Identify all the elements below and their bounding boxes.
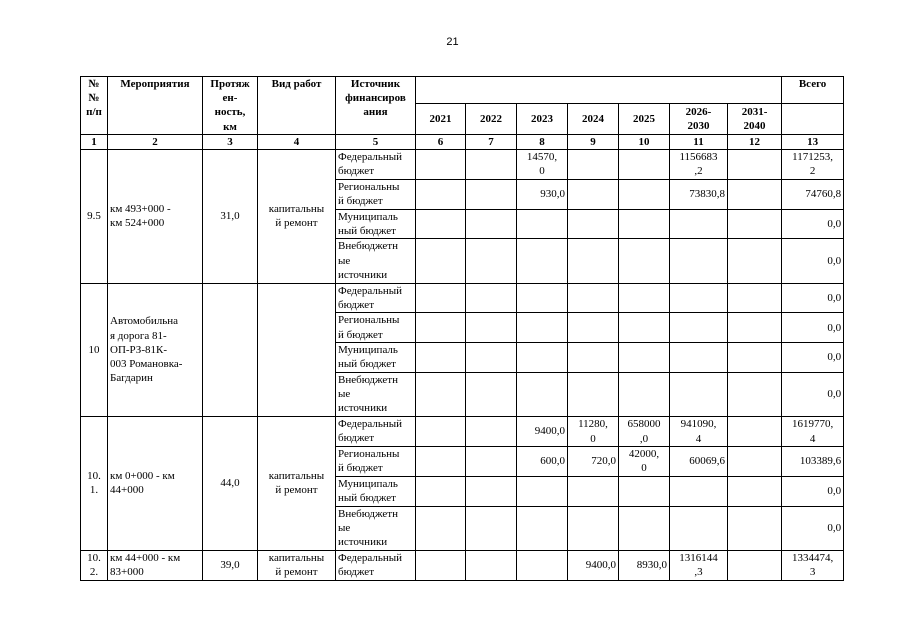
header-year-2021: 2021 bbox=[416, 103, 466, 134]
value-cell: 720,0 bbox=[568, 446, 619, 476]
column-number: 3 bbox=[203, 134, 258, 149]
value-cell: 8930,0 bbox=[619, 550, 670, 580]
value-cell bbox=[466, 209, 517, 239]
value-cell bbox=[568, 476, 619, 506]
value-cell bbox=[670, 476, 728, 506]
value-cell bbox=[670, 372, 728, 416]
value-cell bbox=[568, 343, 619, 373]
value-cell: 42000, 0 bbox=[619, 446, 670, 476]
value-cell bbox=[416, 179, 466, 209]
value-cell: 9400,0 bbox=[568, 550, 619, 580]
header-year-2026-2030: 2026- 2030 bbox=[670, 103, 728, 134]
value-cell bbox=[568, 283, 619, 313]
column-number: 7 bbox=[466, 134, 517, 149]
value-cell bbox=[517, 209, 568, 239]
value-cell bbox=[416, 239, 466, 283]
total-cell: 74760,8 bbox=[782, 179, 844, 209]
total-cell: 0,0 bbox=[782, 283, 844, 313]
value-cell: 11280, 0 bbox=[568, 417, 619, 447]
funding-source-cell: Федеральный бюджет bbox=[336, 150, 416, 180]
value-cell bbox=[466, 417, 517, 447]
value-cell: 14570, 0 bbox=[517, 150, 568, 180]
value-cell bbox=[517, 313, 568, 343]
value-cell bbox=[466, 239, 517, 283]
table-row bbox=[81, 550, 844, 580]
value-cell bbox=[619, 476, 670, 506]
value-cell bbox=[416, 417, 466, 447]
value-cell bbox=[416, 506, 466, 550]
funding-source-cell: Федеральный бюджет bbox=[336, 283, 416, 313]
funding-source-cell: Внебюджетн ые источники bbox=[336, 372, 416, 416]
header-total-spacer bbox=[782, 103, 844, 134]
value-cell bbox=[670, 313, 728, 343]
funding-source-cell: Муниципаль ный бюджет bbox=[336, 343, 416, 373]
value-cell bbox=[728, 446, 782, 476]
value-cell bbox=[517, 283, 568, 313]
value-cell bbox=[416, 446, 466, 476]
value-cell bbox=[517, 239, 568, 283]
value-cell bbox=[728, 179, 782, 209]
header-year-2023: 2023 bbox=[517, 103, 568, 134]
total-cell: 0,0 bbox=[782, 372, 844, 416]
table-body bbox=[81, 150, 844, 581]
value-cell bbox=[728, 283, 782, 313]
funding-source-cell: Внебюджетн ые источники bbox=[336, 239, 416, 283]
table-row bbox=[81, 150, 844, 180]
total-cell: 1619770, 4 bbox=[782, 417, 844, 447]
value-cell bbox=[416, 150, 466, 180]
funding-source-cell: Региональны й бюджет bbox=[336, 313, 416, 343]
column-number: 11 bbox=[670, 134, 728, 149]
header-year-2031-2040: 2031- 2040 bbox=[728, 103, 782, 134]
value-cell bbox=[466, 550, 517, 580]
work-type-cell: капитальны й ремонт bbox=[258, 550, 336, 580]
column-number-row bbox=[81, 134, 844, 149]
value-cell bbox=[619, 209, 670, 239]
value-cell: 1156683 ,2 bbox=[670, 150, 728, 180]
value-cell bbox=[568, 150, 619, 180]
value-cell bbox=[568, 313, 619, 343]
column-number: 13 bbox=[782, 134, 844, 149]
header-activities: Мероприятия bbox=[108, 77, 203, 135]
value-cell bbox=[728, 239, 782, 283]
value-cell bbox=[619, 313, 670, 343]
value-cell bbox=[619, 506, 670, 550]
column-number: 2 bbox=[108, 134, 203, 149]
value-cell bbox=[517, 550, 568, 580]
total-cell: 0,0 bbox=[782, 343, 844, 373]
column-number: 6 bbox=[416, 134, 466, 149]
value-cell bbox=[728, 313, 782, 343]
funding-source-cell: Муниципаль ный бюджет bbox=[336, 209, 416, 239]
column-number: 9 bbox=[568, 134, 619, 149]
value-cell bbox=[466, 476, 517, 506]
value-cell bbox=[517, 372, 568, 416]
work-type-cell bbox=[258, 283, 336, 417]
column-number: 4 bbox=[258, 134, 336, 149]
value-cell bbox=[619, 179, 670, 209]
value-cell bbox=[728, 343, 782, 373]
total-cell: 0,0 bbox=[782, 506, 844, 550]
value-cell bbox=[568, 372, 619, 416]
total-cell: 1334474, 3 bbox=[782, 550, 844, 580]
column-number: 1 bbox=[81, 134, 108, 149]
value-cell bbox=[416, 313, 466, 343]
value-cell bbox=[670, 343, 728, 373]
funding-source-cell: Региональны й бюджет bbox=[336, 179, 416, 209]
work-type-cell: капитальны й ремонт bbox=[258, 150, 336, 284]
row-number-cell: 9.5 bbox=[81, 150, 108, 284]
table-row bbox=[81, 417, 844, 447]
length-cell: 39,0 bbox=[203, 550, 258, 580]
table-row bbox=[81, 283, 844, 313]
value-cell bbox=[670, 506, 728, 550]
value-cell bbox=[466, 283, 517, 313]
value-cell bbox=[568, 239, 619, 283]
value-cell bbox=[416, 476, 466, 506]
total-cell: 0,0 bbox=[782, 239, 844, 283]
value-cell bbox=[728, 372, 782, 416]
value-cell bbox=[568, 506, 619, 550]
header-total: Всего bbox=[782, 77, 844, 104]
row-number-cell: 10. 2. bbox=[81, 550, 108, 580]
budget-table bbox=[80, 76, 844, 581]
row-number-cell: 10. 1. bbox=[81, 417, 108, 551]
value-cell bbox=[619, 343, 670, 373]
value-cell bbox=[416, 283, 466, 313]
value-cell bbox=[728, 476, 782, 506]
value-cell bbox=[670, 239, 728, 283]
header-funding-source: Источник финансиров ания bbox=[336, 77, 416, 135]
funding-source-cell: Федеральный бюджет bbox=[336, 417, 416, 447]
column-number: 10 bbox=[619, 134, 670, 149]
page-number: 21 bbox=[446, 36, 459, 48]
value-cell bbox=[670, 209, 728, 239]
value-cell bbox=[728, 150, 782, 180]
length-cell: 31,0 bbox=[203, 150, 258, 284]
activity-cell: км 493+000 - км 524+000 bbox=[108, 150, 203, 284]
header-years-group bbox=[416, 77, 782, 104]
funding-source-cell: Федеральный бюджет bbox=[336, 550, 416, 580]
value-cell: 9400,0 bbox=[517, 417, 568, 447]
total-cell: 103389,6 bbox=[782, 446, 844, 476]
header-year-2024: 2024 bbox=[568, 103, 619, 134]
header-year-2022: 2022 bbox=[466, 103, 517, 134]
value-cell: 73830,8 bbox=[670, 179, 728, 209]
value-cell bbox=[728, 417, 782, 447]
total-cell: 0,0 bbox=[782, 209, 844, 239]
value-cell bbox=[728, 209, 782, 239]
header-work-type: Вид работ bbox=[258, 77, 336, 135]
value-cell: 930,0 bbox=[517, 179, 568, 209]
length-cell: 44,0 bbox=[203, 417, 258, 551]
column-number: 8 bbox=[517, 134, 568, 149]
value-cell: 941090, 4 bbox=[670, 417, 728, 447]
header-year-2025: 2025 bbox=[619, 103, 670, 134]
column-number: 12 bbox=[728, 134, 782, 149]
value-cell: 1316144 ,3 bbox=[670, 550, 728, 580]
activity-cell: Автомобильна я дорога 81- ОП-РЗ-81К- 003 Романовка- Багдарин bbox=[108, 283, 203, 417]
value-cell bbox=[670, 283, 728, 313]
value-cell bbox=[466, 343, 517, 373]
total-cell: 0,0 bbox=[782, 476, 844, 506]
value-cell bbox=[619, 150, 670, 180]
column-number: 5 bbox=[336, 134, 416, 149]
value-cell bbox=[416, 372, 466, 416]
value-cell bbox=[619, 283, 670, 313]
value-cell bbox=[416, 343, 466, 373]
value-cell bbox=[466, 446, 517, 476]
value-cell bbox=[728, 550, 782, 580]
activity-cell: км 44+000 - км 83+000 bbox=[108, 550, 203, 580]
table-header bbox=[81, 77, 844, 150]
value-cell bbox=[517, 343, 568, 373]
value-cell: 600,0 bbox=[517, 446, 568, 476]
total-cell: 1171253, 2 bbox=[782, 150, 844, 180]
value-cell bbox=[728, 506, 782, 550]
value-cell: 60069,6 bbox=[670, 446, 728, 476]
value-cell bbox=[619, 239, 670, 283]
value-cell: 658000 ,0 bbox=[619, 417, 670, 447]
value-cell bbox=[619, 372, 670, 416]
total-cell: 0,0 bbox=[782, 313, 844, 343]
value-cell bbox=[568, 209, 619, 239]
value-cell bbox=[466, 313, 517, 343]
header-length: Протяж ен- ность, км bbox=[203, 77, 258, 135]
value-cell bbox=[517, 476, 568, 506]
value-cell bbox=[568, 179, 619, 209]
length-cell bbox=[203, 283, 258, 417]
funding-source-cell: Внебюджетн ые источники bbox=[336, 506, 416, 550]
row-number-cell: 10 bbox=[81, 283, 108, 417]
value-cell bbox=[517, 506, 568, 550]
value-cell bbox=[466, 372, 517, 416]
value-cell bbox=[416, 550, 466, 580]
header-number: № № п/п bbox=[81, 77, 108, 135]
activity-cell: км 0+000 - км 44+000 bbox=[108, 417, 203, 551]
value-cell bbox=[416, 209, 466, 239]
funding-source-cell: Муниципаль ный бюджет bbox=[336, 476, 416, 506]
value-cell bbox=[466, 506, 517, 550]
value-cell bbox=[466, 179, 517, 209]
work-type-cell: капитальны й ремонт bbox=[258, 417, 336, 551]
value-cell bbox=[466, 150, 517, 180]
funding-source-cell: Региональны й бюджет bbox=[336, 446, 416, 476]
